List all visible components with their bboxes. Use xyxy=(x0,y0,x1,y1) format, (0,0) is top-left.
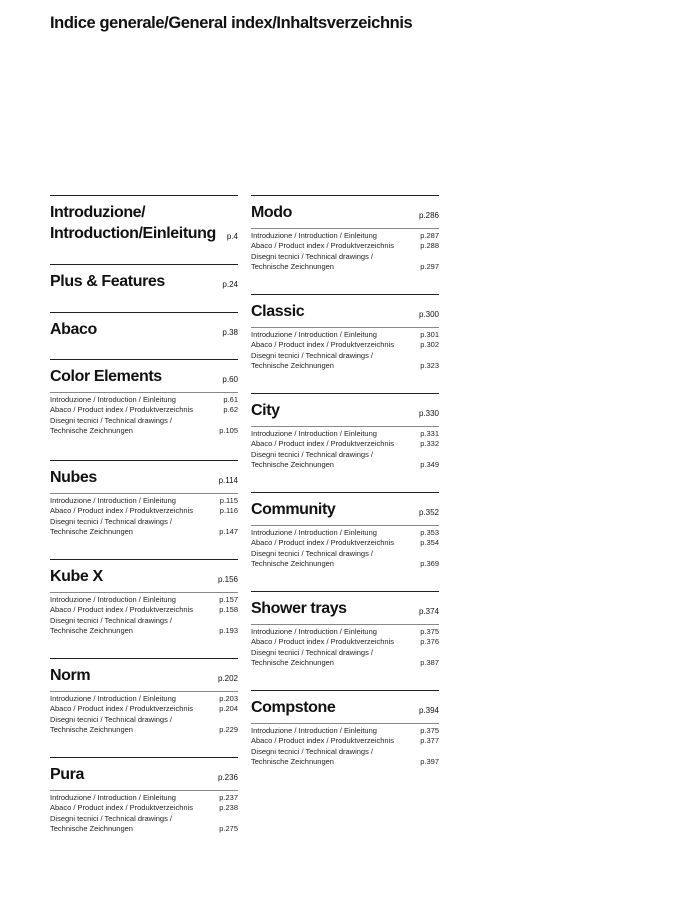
entry-page-number: p.376 xyxy=(420,637,439,647)
entry-label-text: Abaco / Product index / Produktverzeichnis xyxy=(50,704,193,714)
entry-page-number: p.397 xyxy=(420,756,439,766)
section-entries xyxy=(251,525,439,569)
entry-page-number: p.375 xyxy=(420,726,439,735)
section-page-number: p.374 xyxy=(418,607,439,616)
entry-label-text: Abaco / Product index / Produktverzeichnis xyxy=(251,637,394,647)
section-header[interactable] xyxy=(50,566,238,587)
entry-label xyxy=(50,803,193,813)
toc-section xyxy=(251,294,439,393)
section-header[interactable] xyxy=(251,697,439,718)
entry-label-text: Introduzione / Introduction / Einleitung xyxy=(251,726,377,735)
entry-label-text: Technische Zeichnungen xyxy=(251,558,334,568)
section-page-number: p.330 xyxy=(418,409,439,418)
entry-introduction[interactable] xyxy=(251,231,439,241)
entry-technical-drawings[interactable] xyxy=(251,549,439,570)
entry-label-text: Disegni tecnici / Technical drawings / xyxy=(251,449,374,459)
entry-label-text: Disegni tecnici / Technical drawings / xyxy=(50,516,173,526)
entry-label xyxy=(50,814,172,835)
entry-page-number: p.229 xyxy=(219,724,238,734)
entry-product-index[interactable] xyxy=(50,704,238,714)
section-title: Shower trays xyxy=(251,600,347,617)
section-header[interactable] xyxy=(50,271,238,292)
entry-label-text: Technische Zeichnungen xyxy=(251,756,334,766)
section-page-number: p.38 xyxy=(222,328,238,337)
section-page-number: p.24 xyxy=(222,280,238,289)
toc-section xyxy=(50,195,238,264)
entry-page-number: p.332 xyxy=(420,439,439,449)
section-title: Nubes xyxy=(50,469,97,486)
entry-label xyxy=(251,627,377,637)
section-header[interactable] xyxy=(50,467,238,488)
entry-label-text: Technische Zeichnungen xyxy=(50,425,133,435)
section-header[interactable] xyxy=(251,400,439,421)
entry-page-number: p.288 xyxy=(420,241,439,251)
entry-introduction[interactable] xyxy=(251,528,439,538)
section-header[interactable] xyxy=(251,301,439,322)
entry-label xyxy=(251,231,377,241)
entry-page-number: p.147 xyxy=(219,526,238,536)
section-entries xyxy=(251,228,439,272)
entry-introduction[interactable] xyxy=(251,726,439,736)
entry-label-text: Disegni tecnici / Technical drawings / xyxy=(50,714,173,724)
entry-label-text: Introduzione / Introduction / Einleitung xyxy=(50,395,176,404)
section-title xyxy=(50,202,216,244)
section-page-number: p.352 xyxy=(418,508,439,517)
entry-label-text: Abaco / Product index / Produktverzeichnis xyxy=(50,506,193,516)
entry-label-text: Disegni tecnici / Technical drawings / xyxy=(251,548,374,558)
section-header[interactable] xyxy=(50,665,238,686)
entry-label-text: Introduzione / Introduction / Einleitung xyxy=(251,231,377,240)
toc-section xyxy=(251,393,439,492)
entry-label xyxy=(50,496,176,506)
entry-label-text: Introduzione / Introduction / Einleitung xyxy=(50,793,176,802)
entry-label xyxy=(50,715,172,736)
section-title-line: Introduction/Einleitung xyxy=(50,225,216,242)
entry-label-text: Abaco / Product index / Produktverzeichnis xyxy=(50,405,193,415)
entry-label-text: Introduzione / Introduction / Einleitung xyxy=(50,694,176,703)
entry-product-index[interactable] xyxy=(50,605,238,615)
entry-label xyxy=(50,517,172,538)
entry-page-number: p.116 xyxy=(219,506,238,516)
entry-product-index[interactable] xyxy=(251,538,439,548)
entry-introduction[interactable] xyxy=(50,395,238,405)
section-title: Plus & Features xyxy=(50,273,165,290)
entry-page-number: p.157 xyxy=(219,595,238,604)
entry-introduction[interactable] xyxy=(251,627,439,637)
entry-label xyxy=(50,616,172,637)
entry-label-text: Disegni tecnici / Technical drawings / xyxy=(251,647,374,657)
section-page-number: p.114 xyxy=(218,476,238,485)
section-title: City xyxy=(251,402,280,419)
toc-section xyxy=(50,658,238,757)
toc-section xyxy=(50,559,238,658)
entry-page-number: p.354 xyxy=(420,538,439,548)
entry-label-text: Technische Zeichnungen xyxy=(251,459,334,469)
entry-label-text: Introduzione / Introduction / Einleitung xyxy=(251,330,377,339)
entry-label-text: Disegni tecnici / Technical drawings / xyxy=(251,746,374,756)
entry-page-number: p.323 xyxy=(420,360,439,370)
entry-label xyxy=(251,538,394,548)
entry-page-number: p.203 xyxy=(219,694,238,703)
section-page-number: p.394 xyxy=(418,706,439,715)
entry-page-number: p.301 xyxy=(420,330,439,339)
section-title: Abaco xyxy=(50,321,97,338)
entry-label-text: Introduzione / Introduction / Einleitung xyxy=(251,429,377,438)
section-title-line: Introduzione/ xyxy=(50,204,146,221)
entry-label xyxy=(50,405,193,415)
section-title: Community xyxy=(251,501,336,518)
entry-label xyxy=(50,694,176,704)
toc-section xyxy=(50,359,238,460)
entry-page-number: p.353 xyxy=(420,528,439,537)
entry-label xyxy=(251,549,373,570)
entry-page-number: p.238 xyxy=(219,803,238,813)
entry-label-text: Abaco / Product index / Produktverzeichnis xyxy=(251,241,394,251)
entry-product-index[interactable] xyxy=(50,405,238,415)
section-header[interactable] xyxy=(50,202,238,244)
section-title: Compstone xyxy=(251,699,336,716)
section-page-number: p.286 xyxy=(418,211,439,220)
entry-label xyxy=(50,395,176,405)
entry-label-text: Technische Zeichnungen xyxy=(50,625,133,635)
entry-page-number: p.349 xyxy=(420,459,439,469)
entry-label-text: Abaco / Product index / Produktverzeichnis xyxy=(50,803,193,813)
entry-product-index[interactable] xyxy=(251,439,439,449)
section-entries xyxy=(50,592,238,636)
section-page-number: p.202 xyxy=(217,674,238,683)
section-page-number: p.236 xyxy=(217,773,238,782)
entry-label xyxy=(251,330,377,340)
entry-technical-drawings[interactable] xyxy=(251,648,439,669)
entry-label xyxy=(251,747,373,768)
section-header[interactable] xyxy=(251,499,439,520)
entry-page-number: p.105 xyxy=(219,425,238,435)
entry-label-text: Disegni tecnici / Technical drawings / xyxy=(251,251,374,261)
entry-page-number: p.61 xyxy=(223,395,238,404)
entry-product-index[interactable] xyxy=(251,736,439,746)
entry-page-number: p.287 xyxy=(420,231,439,240)
entry-introduction[interactable] xyxy=(251,429,439,439)
section-entries xyxy=(251,624,439,668)
entry-label-text: Introduzione / Introduction / Einleitung xyxy=(50,496,176,505)
entry-technical-drawings[interactable] xyxy=(251,351,439,372)
section-header[interactable] xyxy=(251,202,439,223)
entry-label-text: Technische Zeichnungen xyxy=(251,657,334,667)
entry-label xyxy=(251,340,394,350)
entry-label xyxy=(251,351,373,372)
page-title: Indice generale/General index/Inhaltsverzeichnis xyxy=(50,14,413,32)
section-title: Modo xyxy=(251,204,293,221)
entry-label xyxy=(251,528,377,538)
entry-technical-drawings[interactable] xyxy=(50,616,238,637)
entry-label-text: Abaco / Product index / Produktverzeichnis xyxy=(251,736,394,746)
section-page-number: p.60 xyxy=(222,375,238,384)
entry-introduction[interactable] xyxy=(50,496,238,506)
section-page-number: p.4 xyxy=(226,232,238,241)
entry-label-text: Technische Zeichnungen xyxy=(50,724,133,734)
toc-section xyxy=(50,757,238,856)
entry-label-text: Introduzione / Introduction / Einleitung xyxy=(50,595,176,604)
entry-label xyxy=(251,726,377,736)
entry-label xyxy=(50,506,193,516)
toc-section xyxy=(50,460,238,559)
toc-section xyxy=(251,591,439,690)
entry-label xyxy=(50,793,176,803)
section-header[interactable] xyxy=(50,764,238,785)
entry-product-index[interactable] xyxy=(251,241,439,251)
entry-label xyxy=(251,241,394,251)
section-header[interactable] xyxy=(251,598,439,619)
entry-label xyxy=(251,450,373,471)
entry-label-text: Disegni tecnici / Technical drawings / xyxy=(50,415,173,425)
entry-page-number: p.275 xyxy=(219,823,238,833)
section-title: Classic xyxy=(251,303,305,320)
entry-label xyxy=(50,704,193,714)
entry-label xyxy=(50,605,193,615)
entry-label xyxy=(251,252,373,273)
entry-technical-drawings[interactable] xyxy=(251,252,439,273)
entry-label xyxy=(251,637,394,647)
entry-introduction[interactable] xyxy=(50,793,238,803)
entry-technical-drawings[interactable] xyxy=(50,715,238,736)
entry-introduction[interactable] xyxy=(50,694,238,704)
entry-label-text: Introduzione / Introduction / Einleitung xyxy=(251,528,377,537)
entry-technical-drawings[interactable] xyxy=(251,747,439,768)
toc-section xyxy=(251,492,439,591)
entry-label-text: Technische Zeichnungen xyxy=(251,360,334,370)
entry-label-text: Disegni tecnici / Technical drawings / xyxy=(251,350,374,360)
section-entries xyxy=(251,327,439,371)
entry-label-text: Disegni tecnici / Technical drawings / xyxy=(50,615,173,625)
entry-introduction[interactable] xyxy=(251,330,439,340)
entry-label-text: Abaco / Product index / Produktverzeichnis xyxy=(251,340,394,350)
section-entries xyxy=(50,691,238,735)
entry-technical-drawings[interactable] xyxy=(50,517,238,538)
entry-introduction[interactable] xyxy=(50,595,238,605)
toc-section xyxy=(251,195,439,294)
entry-label-text: Disegni tecnici / Technical drawings / xyxy=(50,813,173,823)
toc-section xyxy=(50,264,238,312)
entry-label xyxy=(251,736,394,746)
entry-technical-drawings[interactable] xyxy=(50,416,238,437)
section-title: Pura xyxy=(50,766,84,783)
entry-product-index[interactable] xyxy=(50,803,238,813)
entry-technical-drawings[interactable] xyxy=(50,814,238,835)
entry-product-index[interactable] xyxy=(251,637,439,647)
entry-page-number: p.193 xyxy=(219,625,238,635)
right-column xyxy=(251,195,439,789)
entry-product-index[interactable] xyxy=(251,340,439,350)
section-title: Kube X xyxy=(50,568,103,585)
entry-page-number: p.297 xyxy=(420,261,439,271)
section-title: Norm xyxy=(50,667,91,684)
section-header[interactable] xyxy=(50,319,238,340)
section-title: Color Elements xyxy=(50,368,162,385)
entry-technical-drawings[interactable] xyxy=(251,450,439,471)
entry-label-text: Technische Zeichnungen xyxy=(50,823,133,833)
entry-label-text: Technische Zeichnungen xyxy=(50,526,133,536)
entry-label-text: Abaco / Product index / Produktverzeichnis xyxy=(50,605,193,615)
entry-page-number: p.62 xyxy=(223,405,238,415)
entry-label-text: Abaco / Product index / Produktverzeichnis xyxy=(251,439,394,449)
entry-label xyxy=(50,595,176,605)
toc-section xyxy=(251,690,439,789)
entry-page-number: p.302 xyxy=(420,340,439,350)
section-entries xyxy=(50,493,238,537)
entry-product-index[interactable] xyxy=(50,506,238,516)
entry-label xyxy=(251,429,377,439)
entry-page-number: p.115 xyxy=(219,496,238,505)
section-entries xyxy=(50,392,238,436)
entry-page-number: p.377 xyxy=(420,736,439,746)
toc-section xyxy=(50,312,238,359)
entry-page-number: p.369 xyxy=(420,558,439,568)
section-page-number: p.300 xyxy=(418,310,439,319)
entry-page-number: p.387 xyxy=(420,657,439,667)
entry-label-text: Introduzione / Introduction / Einleitung xyxy=(251,627,377,636)
left-column xyxy=(50,195,238,856)
section-entries xyxy=(251,426,439,470)
entry-label xyxy=(50,416,172,437)
entry-label-text: Technische Zeichnungen xyxy=(251,261,334,271)
section-header[interactable] xyxy=(50,366,238,387)
entry-page-number: p.375 xyxy=(420,627,439,636)
entry-page-number: p.204 xyxy=(219,704,238,714)
entry-label xyxy=(251,439,394,449)
section-entries xyxy=(50,790,238,834)
section-page-number: p.156 xyxy=(217,575,238,584)
entry-page-number: p.158 xyxy=(219,605,238,615)
section-entries xyxy=(251,723,439,767)
entry-label-text: Abaco / Product index / Produktverzeichnis xyxy=(251,538,394,548)
entry-label xyxy=(251,648,373,669)
entry-page-number: p.237 xyxy=(219,793,238,802)
entry-page-number: p.331 xyxy=(420,429,439,438)
